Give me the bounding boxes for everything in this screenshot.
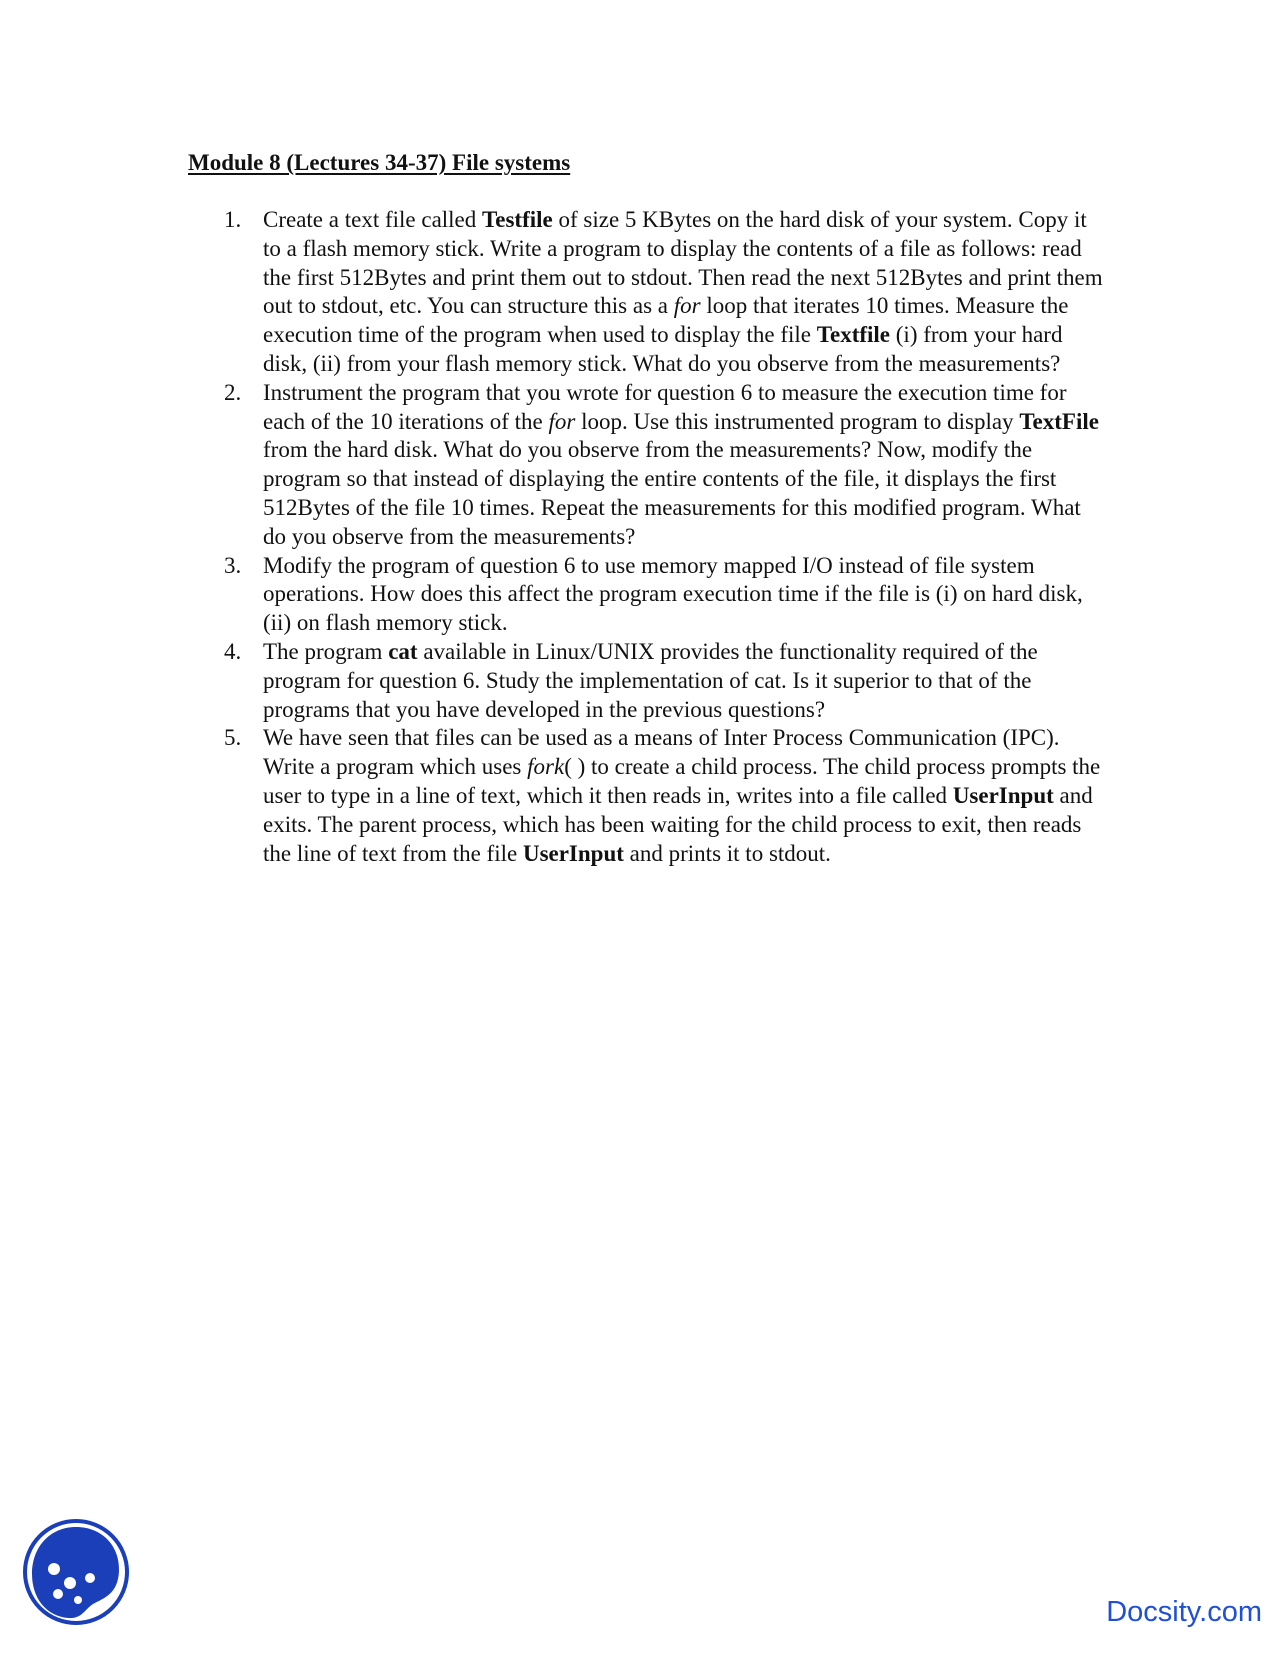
text-run: of size 5 KBytes on the hard disk of your system. Copy it to a flash memory stick. Write a program to display the contents of a file as follows: read the first 512Bytes and print them out to stdout. Then read the next 512Bytes and print them out to stdout, etc. You can structure this as a	[263, 207, 1103, 319]
text-run: We have seen that files can be used as a means of Inter Process Communication (IPC). Write a program which uses	[263, 725, 1060, 780]
bold-term: Testfile	[482, 207, 553, 232]
italic-term: for	[673, 293, 701, 319]
question-item	[224, 206, 1104, 379]
italic-term: for	[548, 408, 576, 434]
text-run: from the hard disk. What do you observe from the measurements? Now, modify the program so that instead of displaying the entire contents of the file, it displays the first 512Bytes of the file 10 times. Repeat the measurements for this modified program. What do you observe from the measurements?	[263, 437, 1081, 549]
question-number: 4.	[224, 638, 242, 664]
italic-term: fork	[527, 754, 565, 780]
text-run: Instrument the program that you wrote for question 6 to measure the execution time for each of the 10 iterations of the	[263, 379, 1067, 434]
bold-term: UserInput	[522, 840, 624, 866]
bold-term: TextFile	[1019, 408, 1099, 434]
question-text	[263, 206, 1104, 379]
text-run: Create a text file called	[263, 207, 483, 232]
question-number: 2.	[224, 379, 242, 405]
question-item	[224, 724, 1104, 868]
question-text	[263, 552, 1104, 638]
question-number: 3.	[224, 552, 242, 578]
text-run: (i) from your hard disk, (ii) from your flash memory stick. What do you observe from the measurements?	[263, 322, 1063, 376]
question-text	[263, 638, 1104, 724]
text-run: The program	[263, 638, 389, 664]
question-text	[263, 724, 1104, 868]
question-number: 5.	[224, 725, 242, 751]
question-number: 1.	[224, 207, 242, 232]
question-item	[224, 638, 1104, 724]
question-item	[224, 552, 1104, 638]
page-title: Module 8 (Lectures 34-37) File systems	[188, 150, 571, 175]
text-run: available in Linux/UNIX provides the functionality required of the program for question 6. Study the implementation of cat. Is it superior to that of the programs that you have developed in the previous questions?	[263, 638, 1038, 722]
question-list	[224, 206, 1104, 868]
text-run: ( ) to create a child process. The child process prompts the user to type in a line of text, which it then reads in, writes into a file called	[263, 754, 1101, 808]
question-item	[224, 379, 1104, 552]
bold-term: cat	[388, 638, 418, 664]
text-run: and prints it to stdout.	[623, 840, 831, 866]
text-run: and exits. The parent process, which has been waiting for the child process to exit, then reads the line of text from the file	[263, 782, 1093, 866]
text-run: Modify the program of question 6 to use memory mapped I/O instead of file system operations. How does this affect the program execution time if the file is (i) on hard disk, (ii) on flash memory stick.	[263, 552, 1083, 636]
text-run: loop. Use this instrumented program to display	[575, 408, 1020, 434]
docsity-logo-icon[interactable]	[20, 1516, 132, 1628]
bold-term: Textfile	[816, 322, 891, 348]
text-run: loop that iterates 10 times. Measure the execution time of the program when used to display the file	[263, 293, 1069, 348]
question-text	[263, 379, 1104, 552]
bold-term: UserInput	[952, 782, 1054, 808]
docsity-brand-link[interactable]: Docsity.com	[1106, 1596, 1262, 1628]
